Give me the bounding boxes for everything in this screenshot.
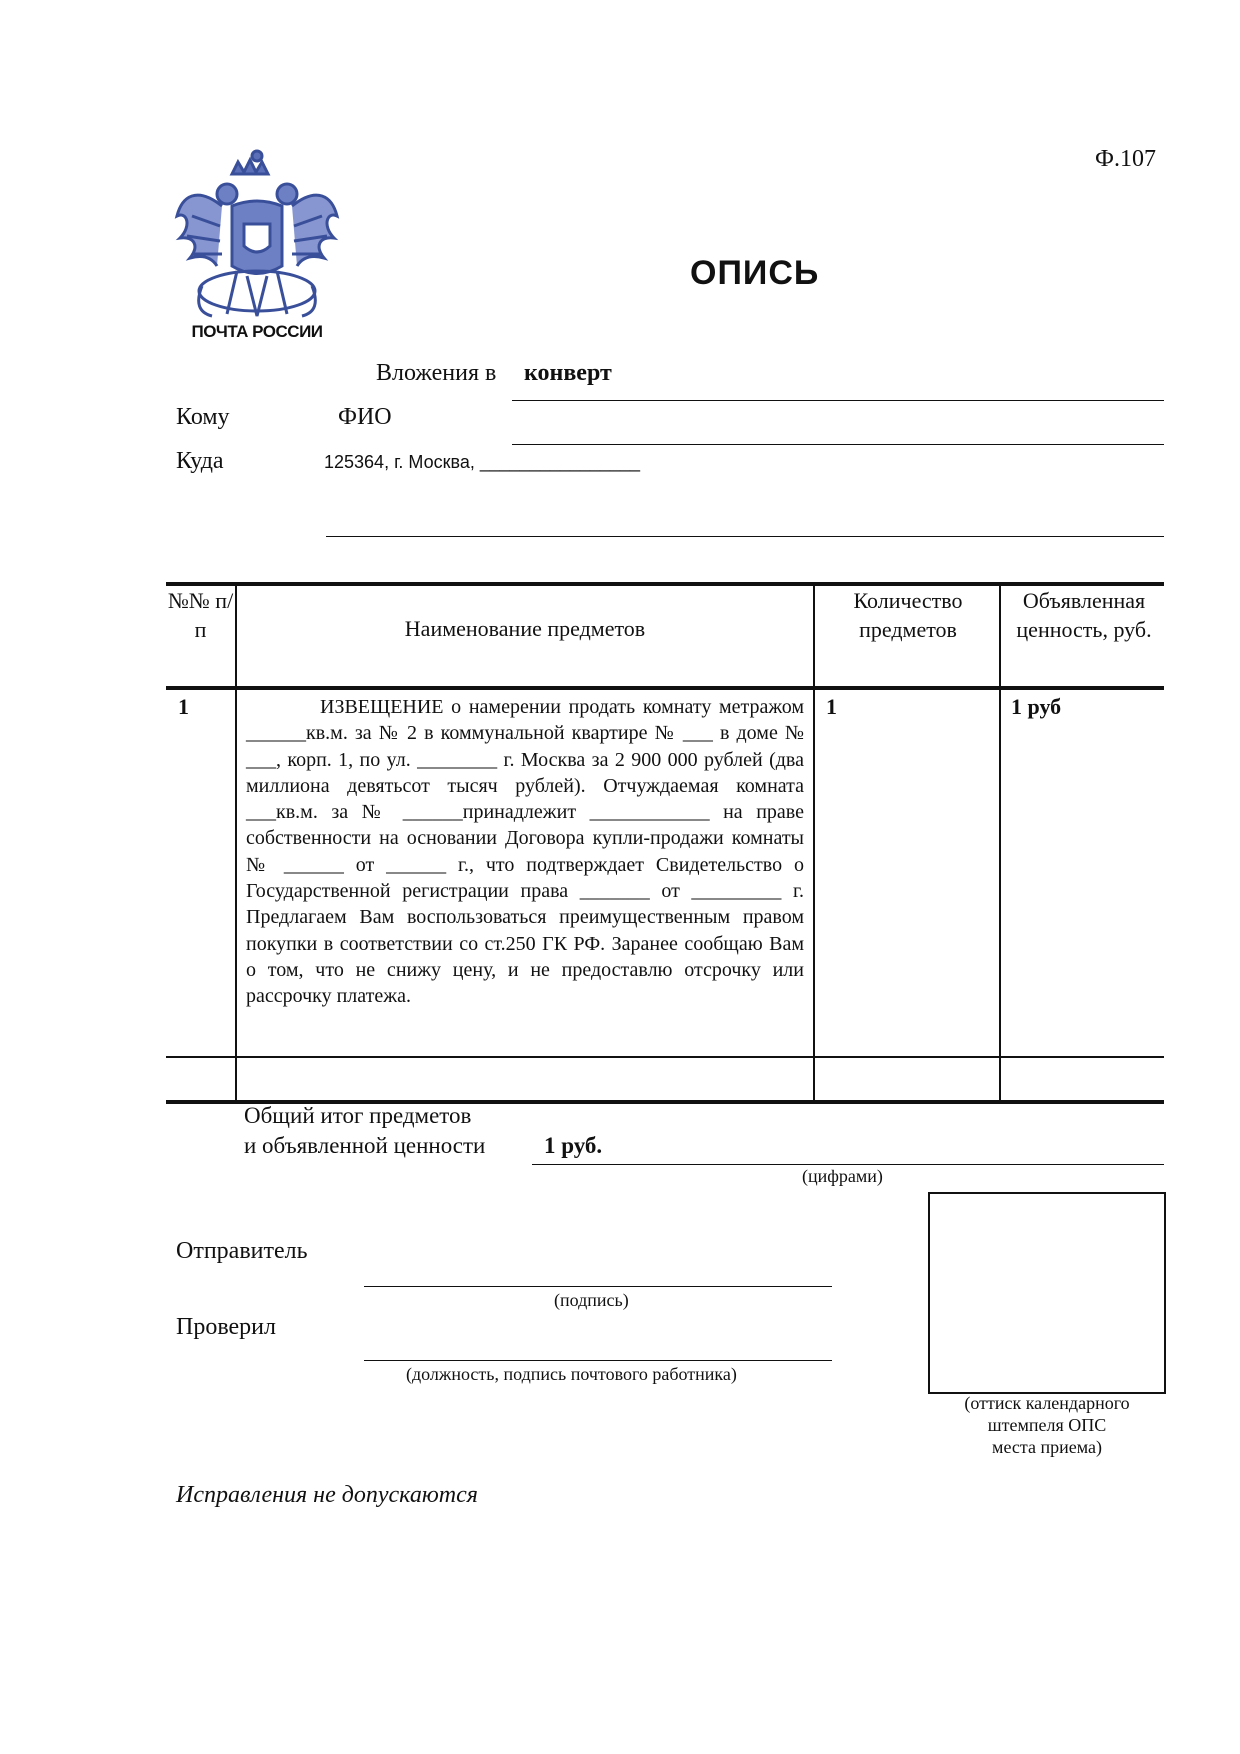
stamp-caption-line2: штемпеля ОПС <box>987 1415 1107 1435</box>
checked-label: Проверил <box>176 1314 276 1340</box>
to-label: Кому <box>176 404 230 430</box>
page-title: ОПИСЬ <box>690 254 820 292</box>
to-value: ФИО <box>338 404 392 430</box>
sender-label: Отправитель <box>176 1238 308 1264</box>
logo <box>172 146 342 327</box>
sender-caption: (подпись) <box>554 1290 629 1310</box>
stamp-caption <box>928 1392 1166 1458</box>
double-headed-eagle-icon <box>172 146 342 322</box>
where-value: 125364, г. Москва, ________________ <box>324 452 641 472</box>
col-header-value: Объявленная ценность, руб. <box>1016 588 1152 642</box>
attachments-label: Вложения в <box>376 360 497 386</box>
table-col-divider <box>999 582 1001 1102</box>
totals-underline <box>532 1164 1164 1165</box>
form-code: Ф.107 <box>1095 146 1156 172</box>
col-header-qty: Количество предметов <box>853 588 963 642</box>
checked-caption: (должность, подпись почтового работника) <box>406 1364 737 1384</box>
totals-value: 1 руб. <box>544 1133 603 1158</box>
where-label: Куда <box>176 448 224 474</box>
col-header-name: Наименование предметов <box>404 616 646 641</box>
col-header-num: №№ п/п <box>167 588 234 642</box>
row-qty: 1 <box>826 694 837 719</box>
to-underline <box>512 444 1164 445</box>
attachments-value: конверт <box>524 360 612 386</box>
where-underline <box>326 536 1164 537</box>
stamp-box <box>928 1192 1166 1394</box>
row-num: 1 <box>178 694 189 719</box>
footer-note: Исправления не допускаются <box>176 1482 478 1508</box>
totals-caption: (цифрами) <box>802 1166 883 1186</box>
checked-signature-line <box>364 1360 832 1361</box>
row-name: ИЗВЕЩЕНИЕ о намерении продать комнату метражом ______кв.м. за № 2 в коммунальной квартире № ___ в доме № ___, корп. 1, по ул. ________ г. Москва за 2 900 000 рублей (два миллиона девятьсот тысяч рублей). Отчуждаемая комната ___кв.м. за № ______принадлежит ____________ на праве собственности на основании Договора купли-продажи комнаты № ______ от ______ г., что подтверждает Свидетельство о Государственной регистрации права _______ от _________ г. Предлагаем Вам воспользоваться преимущественным правом покупки в соответствии со ст.250 ГК РФ. Заранее сообщаю Вам о том, что не снижу цену, и не предоставлю отсрочку или рассрочку платежа. <box>246 696 804 1008</box>
sender-signature-line <box>364 1286 832 1287</box>
stamp-caption-line3: места приема) <box>992 1437 1102 1457</box>
stamp-caption-line1: (оттиск календарного <box>964 1393 1130 1413</box>
totals-label-line1: Общий итог предметов <box>244 1103 472 1128</box>
totals-label-line2: и объявленной ценности <box>244 1133 486 1158</box>
table-col-divider <box>813 582 815 1102</box>
table-col-divider <box>235 582 237 1102</box>
logo-text: ПОЧТА РОССИИ <box>191 322 323 341</box>
attachments-underline <box>512 400 1164 401</box>
table-row-border <box>166 1056 1164 1058</box>
table-header-border <box>166 686 1164 690</box>
row-value: 1 руб <box>1011 694 1062 719</box>
